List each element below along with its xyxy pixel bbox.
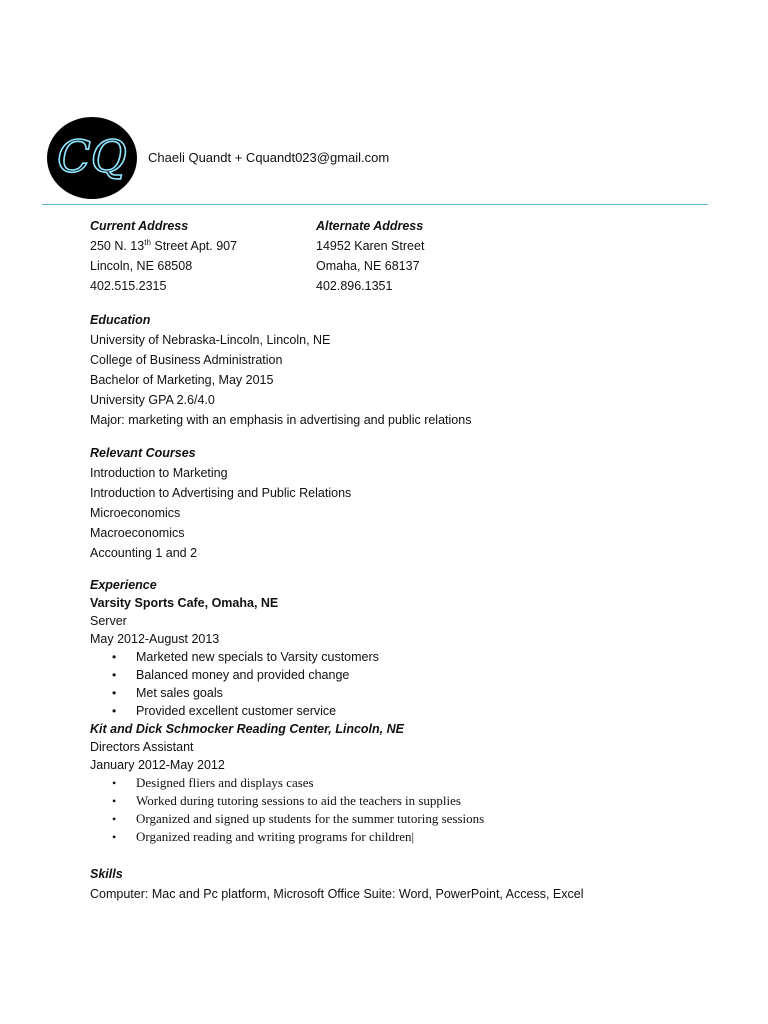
education-heading: Education xyxy=(90,313,151,327)
current-city: Lincoln, NE 68508 xyxy=(90,259,193,273)
bullet-glyph: • xyxy=(112,686,117,700)
bullet-glyph: • xyxy=(112,704,117,718)
job-bullet: • Organized and signed up students for the summer tutoring sessions xyxy=(112,811,485,826)
alternate-address-block xyxy=(316,216,424,296)
job-bullet: • Designed fliers and displays cases xyxy=(112,775,314,790)
education-line: Bachelor of Marketing, May 2015 xyxy=(90,373,274,387)
bullet-glyph: • xyxy=(112,794,117,808)
header-divider xyxy=(42,204,708,205)
current-street: 250 N. 13th Street Apt. 907 xyxy=(90,237,238,253)
current-address-block xyxy=(90,216,237,296)
bullet-glyph: • xyxy=(112,650,117,664)
svg-text:CQ: CQ xyxy=(57,132,127,183)
job-bullet-list xyxy=(90,774,730,846)
skills-section xyxy=(90,864,730,904)
experience-section xyxy=(90,576,730,846)
course-item: Accounting 1 and 2 xyxy=(90,546,198,560)
job-bullet: • Met sales goals xyxy=(112,686,223,700)
job-bullet-list xyxy=(90,648,730,720)
courses-heading: Relevant Courses xyxy=(90,446,196,460)
courses-section xyxy=(90,443,730,563)
job-employer: Kit and Dick Schmocker Reading Center, Lincoln, NE xyxy=(90,722,404,736)
job-title: Directors Assistant xyxy=(90,740,194,754)
education-section xyxy=(90,310,730,430)
education-line: University GPA 2.6/4.0 xyxy=(90,393,215,407)
skills-line: Computer: Mac and Pc platform, Microsoft Office Suite: Word, PowerPoint, Access, Excel xyxy=(90,887,584,901)
cq-monogram-logo xyxy=(46,116,138,200)
resume-body xyxy=(90,310,730,917)
job-bullet: • Worked during tutoring sessions to aid the teachers in supplies xyxy=(112,793,461,808)
job-employer: Varsity Sports Cafe, Omaha, NE xyxy=(90,596,279,610)
course-item: Introduction to Marketing xyxy=(90,466,228,480)
job-bullet: • Marketed new specials to Varsity customers xyxy=(112,650,379,664)
job-title: Server xyxy=(90,614,127,628)
experience-heading: Experience xyxy=(90,578,157,592)
job-bullet: • Provided excellent customer service xyxy=(112,704,337,718)
bullet-glyph: • xyxy=(112,830,117,844)
current-address-heading: Current Address xyxy=(90,219,189,233)
job-dates: May 2012-August 2013 xyxy=(90,632,220,646)
job-dates: January 2012-May 2012 xyxy=(90,758,225,772)
skills-heading: Skills xyxy=(90,867,123,881)
education-line: College of Business Administration xyxy=(90,353,283,367)
name-and-email: Chaeli Quandt + Cquandt023@gmail.com xyxy=(148,150,390,165)
bullet-glyph: • xyxy=(112,812,117,826)
education-line: Major: marketing with an emphasis in advertising and public relations xyxy=(90,413,472,427)
course-item: Introduction to Advertising and Public Relations xyxy=(90,486,352,500)
job-bullet: • Organized reading and writing programs for children| xyxy=(112,829,415,844)
current-phone: 402.515.2315 xyxy=(90,279,167,293)
job-bullet: • Balanced money and provided change xyxy=(112,668,350,682)
alternate-address-heading: Alternate Address xyxy=(316,219,424,233)
alternate-phone: 402.896.1351 xyxy=(316,279,393,293)
course-item: Microeconomics xyxy=(90,506,181,520)
alternate-street: 14952 Karen Street xyxy=(316,239,425,253)
bullet-glyph: • xyxy=(112,776,117,790)
education-line: University of Nebraska-Lincoln, Lincoln, NE xyxy=(90,333,331,347)
bullet-glyph: • xyxy=(112,668,117,682)
course-item: Macroeconomics xyxy=(90,526,185,540)
alternate-city: Omaha, NE 68137 xyxy=(316,259,420,273)
